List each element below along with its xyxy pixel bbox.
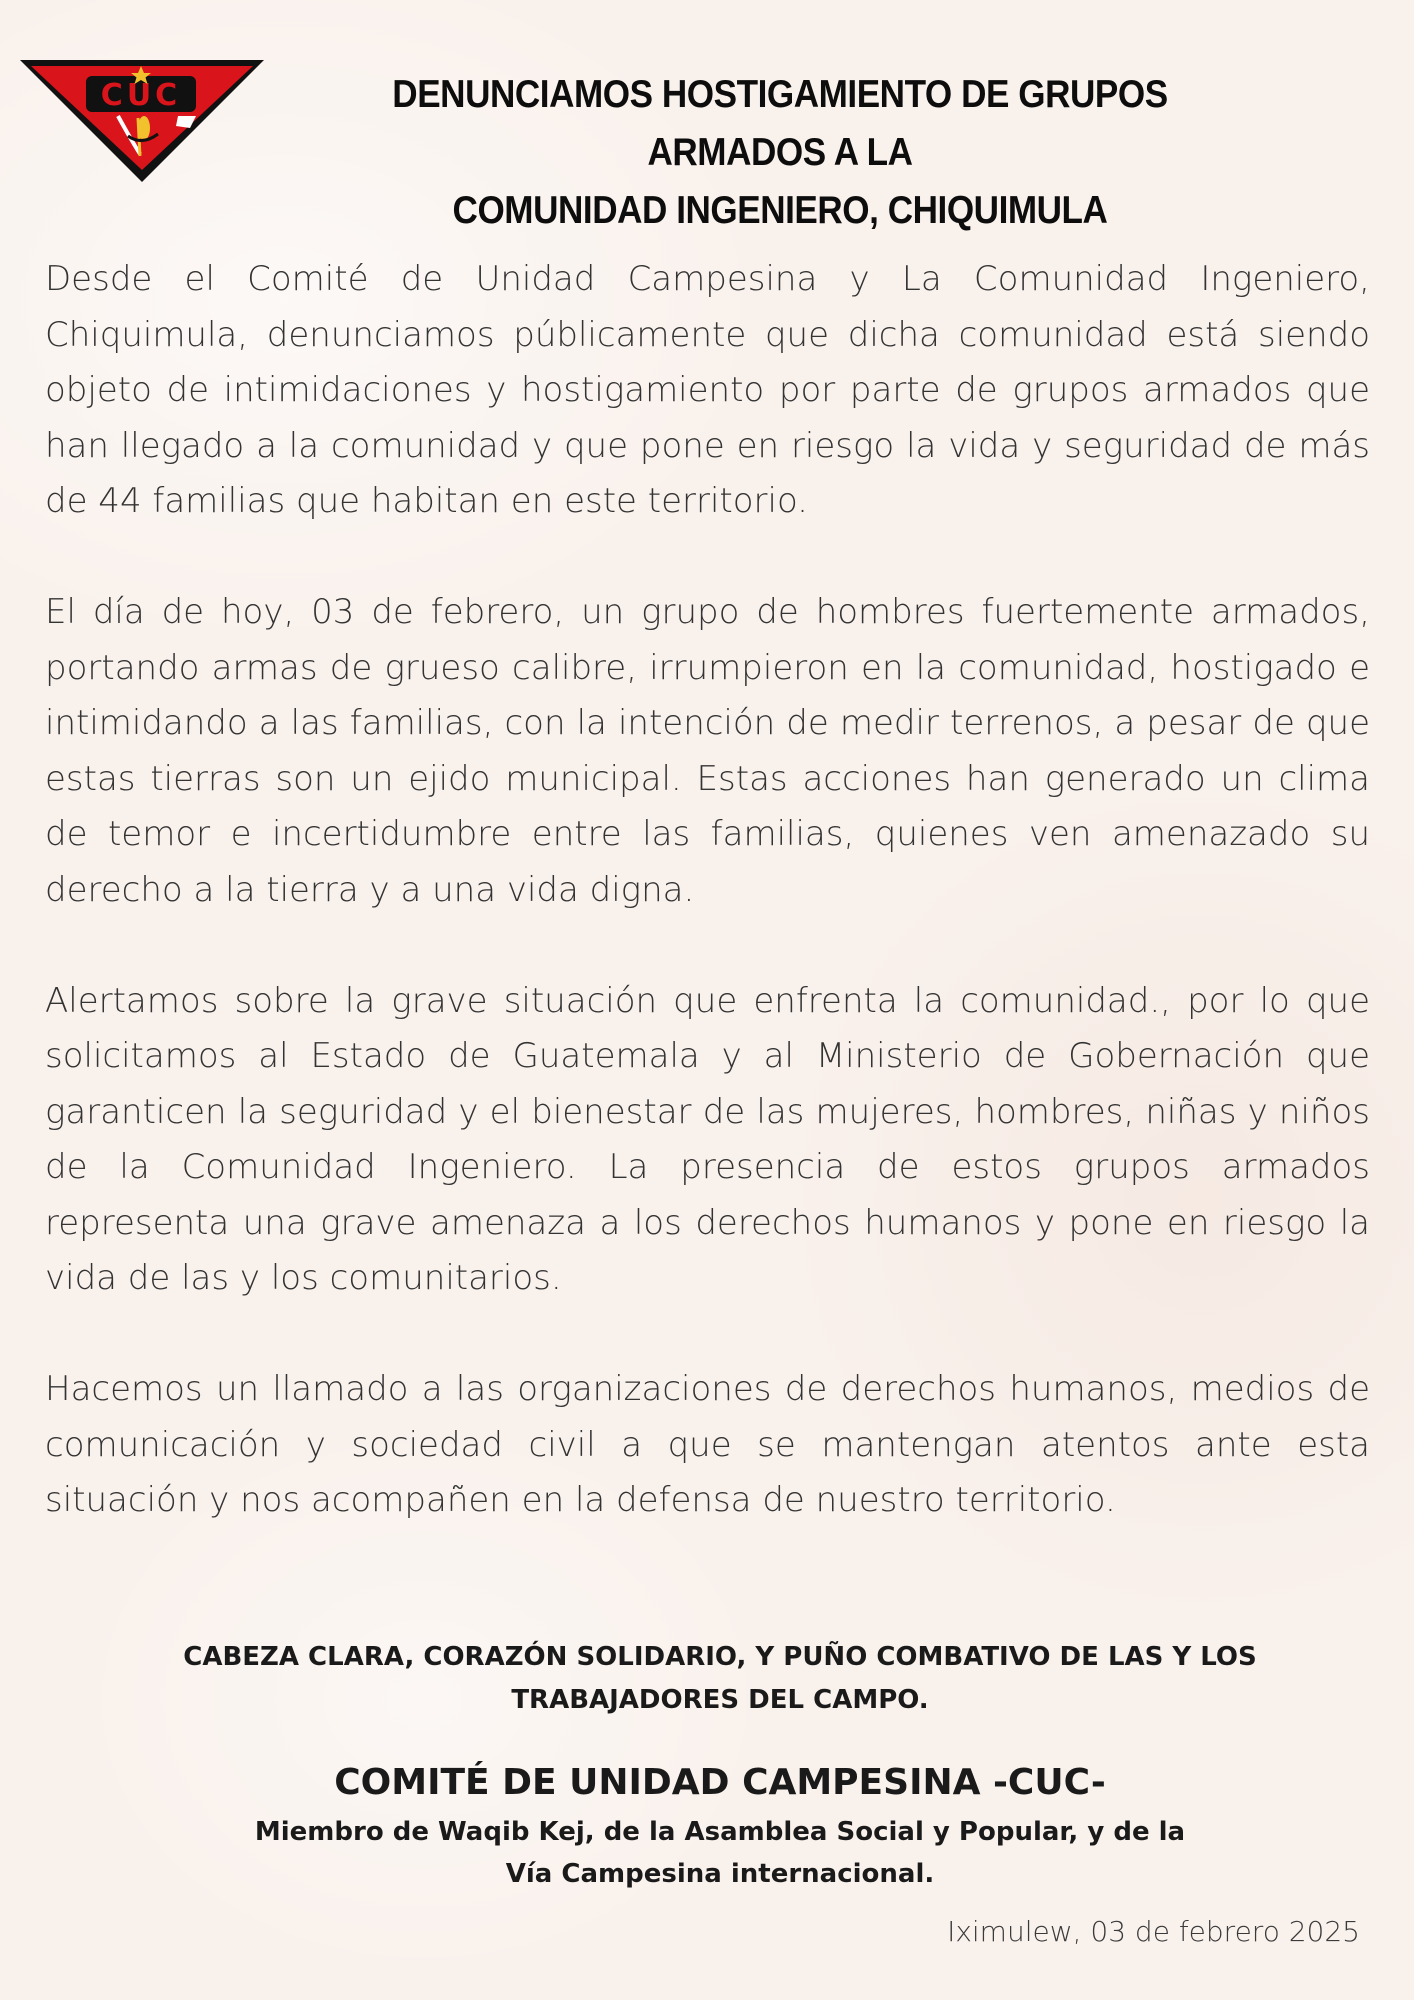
organization-name: COMITÉ DE UNIDAD CAMPESINA -CUC- [334,1762,1106,1803]
logo-text: CUC [100,78,182,113]
title-line-1: DENUNCIAMOS HOSTIGAMIENTO DE GRUPOS ARMADOS A LA [392,73,1168,174]
slogan-line-2: TRABAJADORES DEL CAMPO. [511,1685,929,1715]
membership-line-2: Vía Campesina internacional. [505,1859,935,1889]
paragraph-4: Hacemos un llamado a las organizaciones de derechos humanos, medios de comunicación y sociedad civil a que se mantengan atentos ante esta situación y nos acompañen en la defensa de nuestro territorio. [45,1369,1370,1520]
title-line-2: COMUNIDAD INGENIERO, CHIQUIMULA [452,189,1108,232]
cuc-logo-emblem [18,58,266,184]
corn-icon [138,116,150,140]
slogan-line-1: CABEZA CLARA, CORAZÓN SOLIDARIO, Y PUÑO COMBATIVO DE LAS Y LOS [183,1642,1257,1672]
paragraph-2: El día de hoy, 03 de febrero, un grupo de hombres fuertemente armados, portando armas de grueso calibre, irrumpieron en la comunidad, hostigado e intimidando a las familias, con la intención de medir terrenos, a pesar de que estas tierras son un ejido municipal. Estas acciones han generado un clima de temor e incertidumbre entre las familias, quienes ven amenazado su derecho a la tierra y a una vida digna. [45,592,1370,910]
slogan [100,1636,1340,1722]
membership-note [150,1811,1290,1895]
page-title [321,66,1239,240]
membership-line-1: Miembro de Waqib Kej, de la Asamblea Social y Popular, y de la [254,1817,1186,1847]
paragraph-1: Desde el Comité de Unidad Campesina y La Comunidad Ingeniero, Chiquimula, denunciamos públicamente que dicha comunidad está siendo objeto de intimidaciones y hostigamiento por parte de grupos armados que han llegado a la comunidad y que pone en riesgo la vida y seguridad de más de 44 familias que habitan en este territorio. [45,259,1370,521]
cuc-logo [18,58,266,184]
statement-body [45,252,1370,1584]
paragraph-3: Alertamos sobre la grave situación que enfrenta la comunidad., por lo que solicitamos al Estado de Guatemala y al Ministerio de Gobernación que garanticen la seguridad y el bienestar de las mujeres, hombres, niñas y niños de la Comunidad Ingeniero. La presencia de estos grupos armados representa una grave amenaza a los derechos humanos y pone en riesgo la vida de las y los comunitarios. [45,980,1370,1298]
place-date: Iximulew, 03 de febrero 2025 [947,1915,1360,1948]
